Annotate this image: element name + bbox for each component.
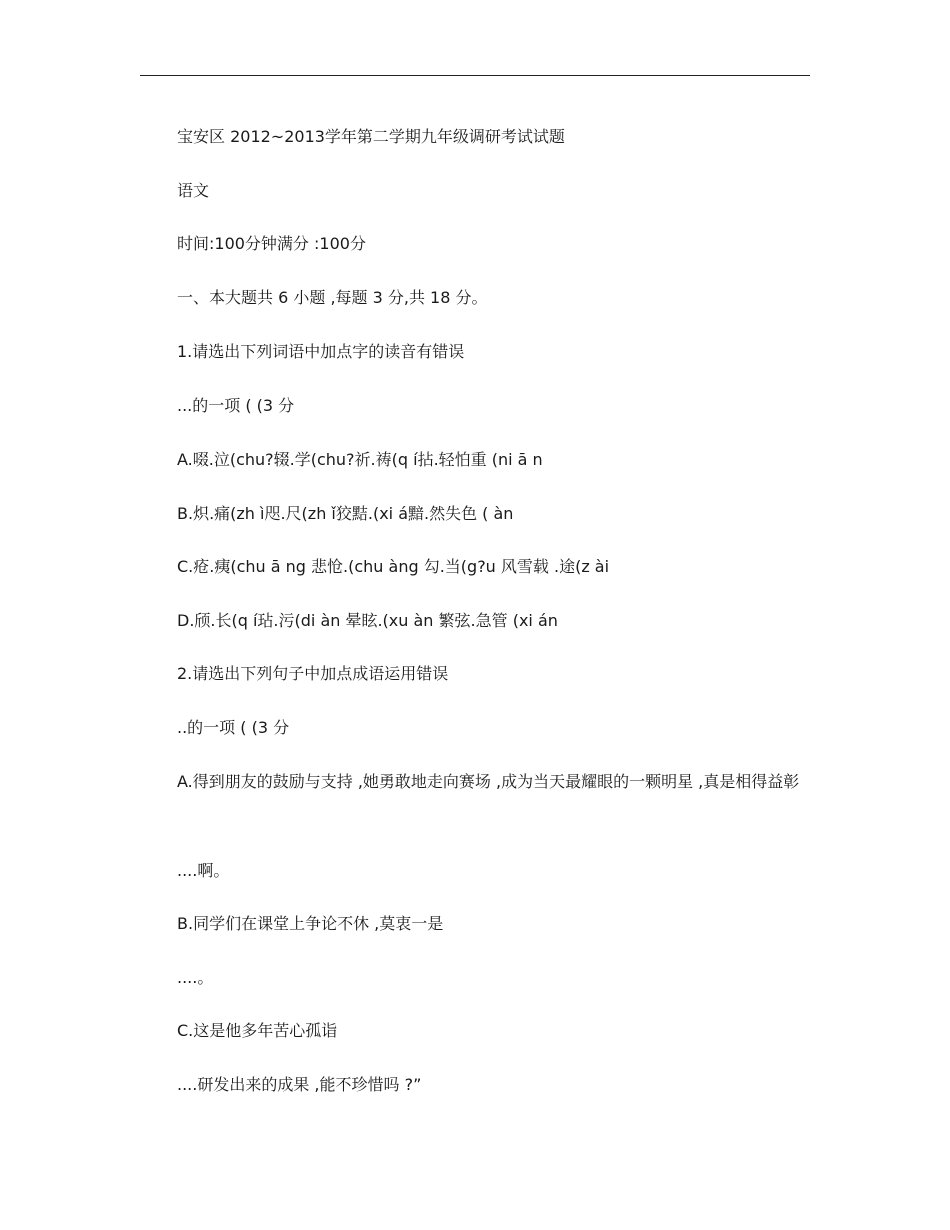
subject-label: 语文 [177, 181, 210, 200]
time-score-line: 时间:100分钟满分 :100分 [177, 234, 366, 253]
question-1-stem: 1.请选出下列词语中加点字的读音有错误 [177, 342, 465, 361]
question-1-option-a: A.啜.泣(chu?辍.学(chu?祈.祷(q í拈.轻怕重 (ni ā n [177, 450, 543, 469]
header-rule [140, 75, 810, 76]
question-2-stem: 2.请选出下列句子中加点成语运用错误 [177, 664, 449, 683]
exam-title: 宝安区 2012~2013学年第二学期九年级调研考试试题 [177, 127, 565, 146]
question-1-option-c: C.疮.痍(chu ā ng 悲怆.(chu àng 勾.当(g?u 风雪载 .途(z ài [177, 557, 610, 576]
question-2-option-b-tail: ....。 [177, 968, 214, 987]
question-2-option-c: C.这是他多年苦心孤诣 [177, 1021, 338, 1040]
question-2-option-a-tail: ....啊。 [177, 861, 230, 880]
question-2-stem-end: ..的一项 ( (3 分 [177, 718, 290, 737]
question-1-stem-end: ...的一项 ( (3 分 [177, 396, 295, 415]
question-2-option-a: A.得到朋友的鼓励与支持 ,她勇敢地走向赛场 ,成为当天最耀眼的一颗明星 ,真是相得益彰 [177, 772, 800, 791]
question-2-option-c-tail: ....研发出来的成果 ,能不珍惜吗 ?” [177, 1075, 422, 1094]
question-1-option-b: B.炽.痛(zh ì咫.尺(zh ǐ狡黠.(xi á黯.然失色 ( àn [177, 504, 514, 523]
question-2-option-b: B.同学们在课堂上争论不休 ,莫衷一是 [177, 914, 444, 933]
section-heading: 一、本大题共 6 小题 ,每题 3 分,共 18 分。 [177, 288, 488, 307]
question-1-option-d: D.颀.长(q í玷.污(di àn 晕眩.(xu àn 繁弦.急管 (xi án [177, 611, 558, 630]
